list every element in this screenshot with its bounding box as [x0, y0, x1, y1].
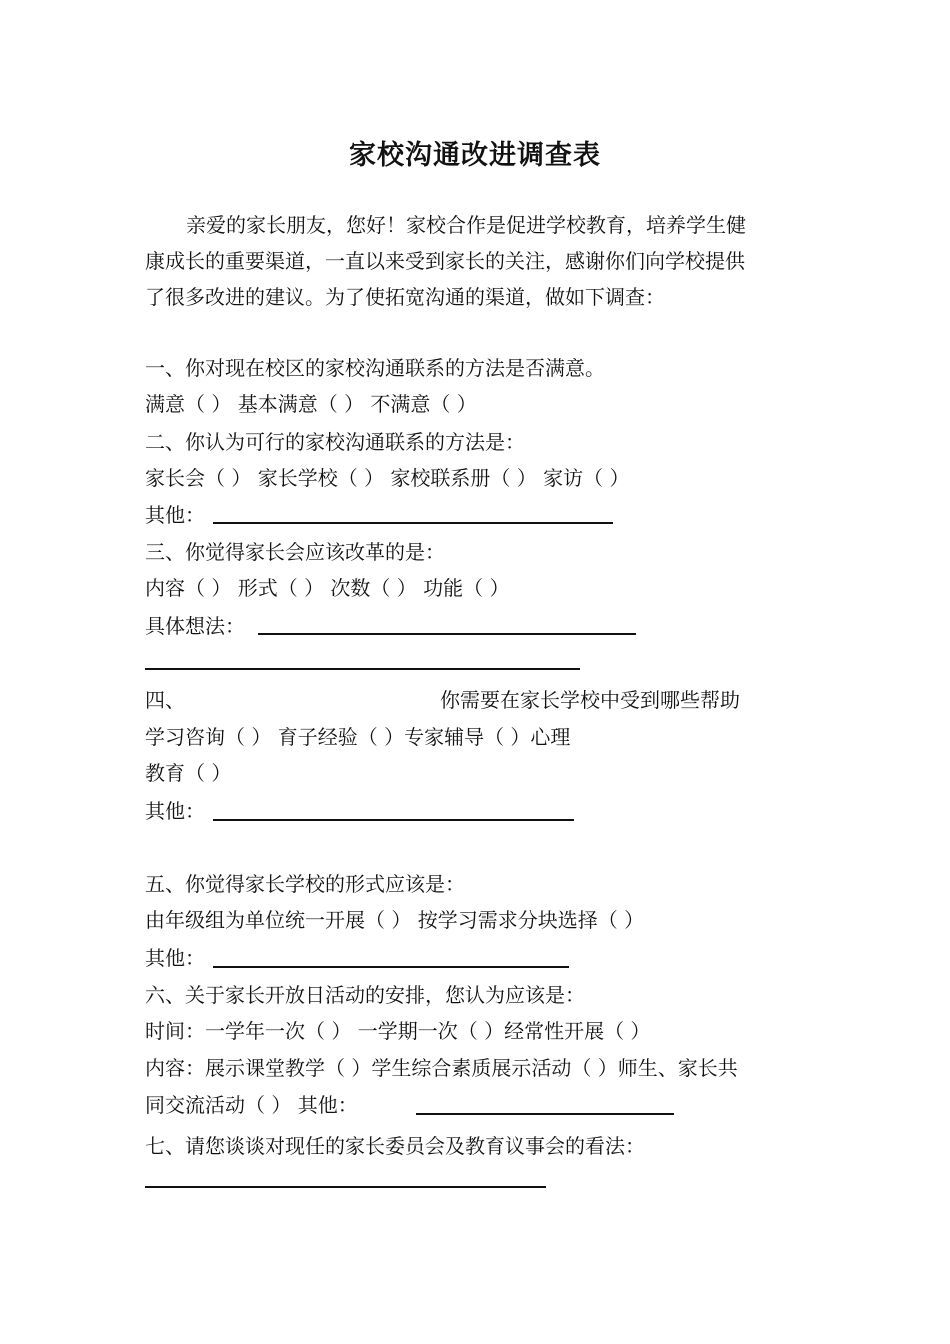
- question-1: 一、你对现在校区的家校沟通联系的方法是否满意。: [145, 356, 605, 380]
- question-6-content-line-1[interactable]: 内容：展示课堂教学（ ）学生综合素质展示活动（ ）师生、家长共: [145, 1056, 738, 1080]
- question-2-other: [145, 502, 205, 528]
- question-4: 你需要在家长学校中受到哪些帮助: [440, 688, 740, 712]
- question-3-idea: [145, 613, 245, 639]
- question-3-idea-answer-line-2[interactable]: [145, 668, 580, 670]
- question-2-options[interactable]: 家长会（ ） 家长学校（ ） 家校联系册（ ） 家访（ ）: [145, 466, 630, 490]
- question-6: 六、关于家长开放日活动的安排，您认为应该是：: [145, 983, 585, 1007]
- question-4-number: 四、: [145, 688, 185, 712]
- question-2: 二、你认为可行的家校沟通联系的方法是：: [145, 430, 525, 454]
- question-4-other-answer-line[interactable]: [213, 819, 574, 821]
- question-5-other: [145, 945, 205, 971]
- question-4-options-line-2[interactable]: 教育（ ）: [145, 761, 232, 785]
- question-5: 五、你觉得家长学校的形式应该是：: [145, 872, 465, 896]
- question-4-options-line-1[interactable]: 学习咨询（ ） 育子经验（ ）专家辅导（ ）心理: [145, 725, 571, 749]
- question-5-other-answer-line[interactable]: [213, 966, 569, 968]
- question-3: 三、你觉得家长会应该改革的是：: [145, 540, 445, 564]
- question-6-time[interactable]: 时间：一学年一次（ ） 一学期一次（ ）经常性开展（ ）: [145, 1019, 651, 1043]
- document-title: 家校沟通改进调查表: [349, 140, 601, 171]
- question-2-other-answer-line[interactable]: [213, 522, 613, 524]
- intro-line-2: 康成长的重要渠道，一直以来受到家长的关注，感谢你们向学校提供: [145, 249, 745, 273]
- question-7-answer-line[interactable]: [145, 1186, 546, 1188]
- other-label: 其他：: [145, 946, 205, 970]
- intro-line-3: 了很多改进的建议。为了使拓宽沟通的渠道，做如下调查：: [145, 285, 665, 309]
- other-label: 其他：: [145, 799, 205, 823]
- question-3-options[interactable]: 内容（ ） 形式（ ） 次数（ ） 功能（ ）: [145, 576, 510, 600]
- question-4-other: [145, 798, 205, 824]
- idea-label: 具体想法：: [145, 614, 245, 638]
- other-label: 其他：: [145, 503, 205, 527]
- question-6-other-answer-line[interactable]: [416, 1113, 674, 1115]
- question-5-options[interactable]: 由年级组为单位统一开展（ ） 按学习需求分块选择（ ）: [145, 908, 645, 932]
- question-7: 七、请您谈谈对现任的家长委员会及教育议事会的看法：: [145, 1134, 645, 1158]
- question-1-options[interactable]: 满意（ ） 基本满意（ ） 不满意（ ）: [145, 392, 477, 416]
- question-6-content-line-2[interactable]: 同交流活动（ ） 其他：: [145, 1093, 358, 1117]
- intro-line-1: 亲爱的家长朋友，您好！家校合作是促进学校教育，培养学生健: [186, 213, 746, 237]
- question-3-idea-answer-line[interactable]: [258, 633, 636, 635]
